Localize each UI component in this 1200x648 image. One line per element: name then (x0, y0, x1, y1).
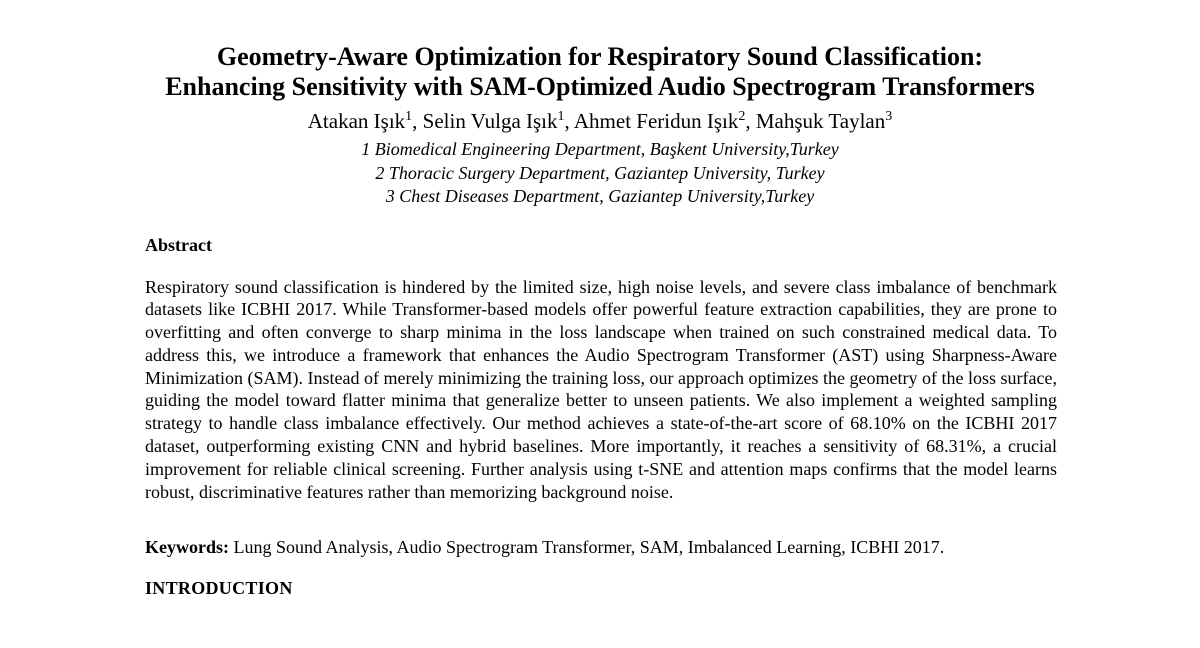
author-affiliation-mark: 3 (885, 109, 893, 124)
affiliation-list (0, 138, 1200, 209)
author-name: Mahşuk Taylan (755, 109, 886, 133)
affiliation-line: 2 Thoracic Surgery Department, Gaziantep University, Turkey (375, 162, 825, 183)
author (574, 109, 756, 133)
author-separator: , (412, 109, 423, 133)
paper-body (145, 234, 1057, 600)
author-affiliation-mark: 1 (557, 109, 565, 124)
paper-title: Geometry-Aware Optimization for Respiratory Sound Classification: Enhancing Sensitivity with SAM-Optimized Audio Spectrogram Transformers (165, 42, 1035, 101)
author-line (0, 107, 1200, 135)
abstract-heading: Abstract (145, 234, 212, 255)
affiliation-line: 3 Chest Diseases Department, Gaziantep University,Turkey (385, 186, 815, 206)
abstract-paragraph: Respiratory sound classification is hindered by the limited size, high noise levels, and severe class imbalance of benchmark datasets like ICBHI 2017. While Transformer-based models offer powerful feature extraction capabilities, they are prone to overfitting and often converge to sharp minima in the loss landscape when trained on such constrained medical data. To address this, we introduce a framework that enhances the Audio Spectrogram Transformer (AST) using Sharpness-Aware Minimization (SAM). Instead of merely minimizing the training loss, our approach optimizes the geometry of the loss surface, guiding the model toward flatter minima that generalize better to unseen patients. We also implement a weighted sampling strategy to handle class imbalance effectively. Our method achieves a state-of-the-art score of 68.10% on the ICBHI 2017 dataset, outperforming existing CNN and hybrid baselines. More importantly, it reaches a sensitivity of 68.31%, a crucial improvement for reliable clinical screening. Further analysis using t-SNE and attention maps confirms that the model learns robust, discriminative features rather than memorizing background noise. (145, 276, 1057, 502)
keywords-text: Lung Sound Analysis, Audio Spectrogram Transformer, SAM, Imbalanced Learning, ICBHI 2017. (229, 537, 945, 558)
author-separator: , (745, 109, 756, 133)
affiliation-line: 1 Biomedical Engineering Department, Başkent University,Turkey (361, 139, 839, 159)
author (756, 109, 892, 133)
keywords-line (145, 536, 1057, 558)
author (308, 109, 423, 133)
author-name: Selin Vulga Işık (422, 109, 558, 133)
introduction-heading: INTRODUCTION (145, 578, 293, 599)
author-separator: , (564, 109, 574, 133)
author-affiliation-mark: 2 (738, 109, 746, 124)
author (423, 109, 574, 133)
author-name: Ahmet Feridun Işık (573, 109, 739, 133)
keywords-label: Keywords: (145, 537, 229, 558)
author-name: Atakan Işık (307, 109, 406, 133)
author-affiliation-mark: 1 (405, 109, 413, 124)
